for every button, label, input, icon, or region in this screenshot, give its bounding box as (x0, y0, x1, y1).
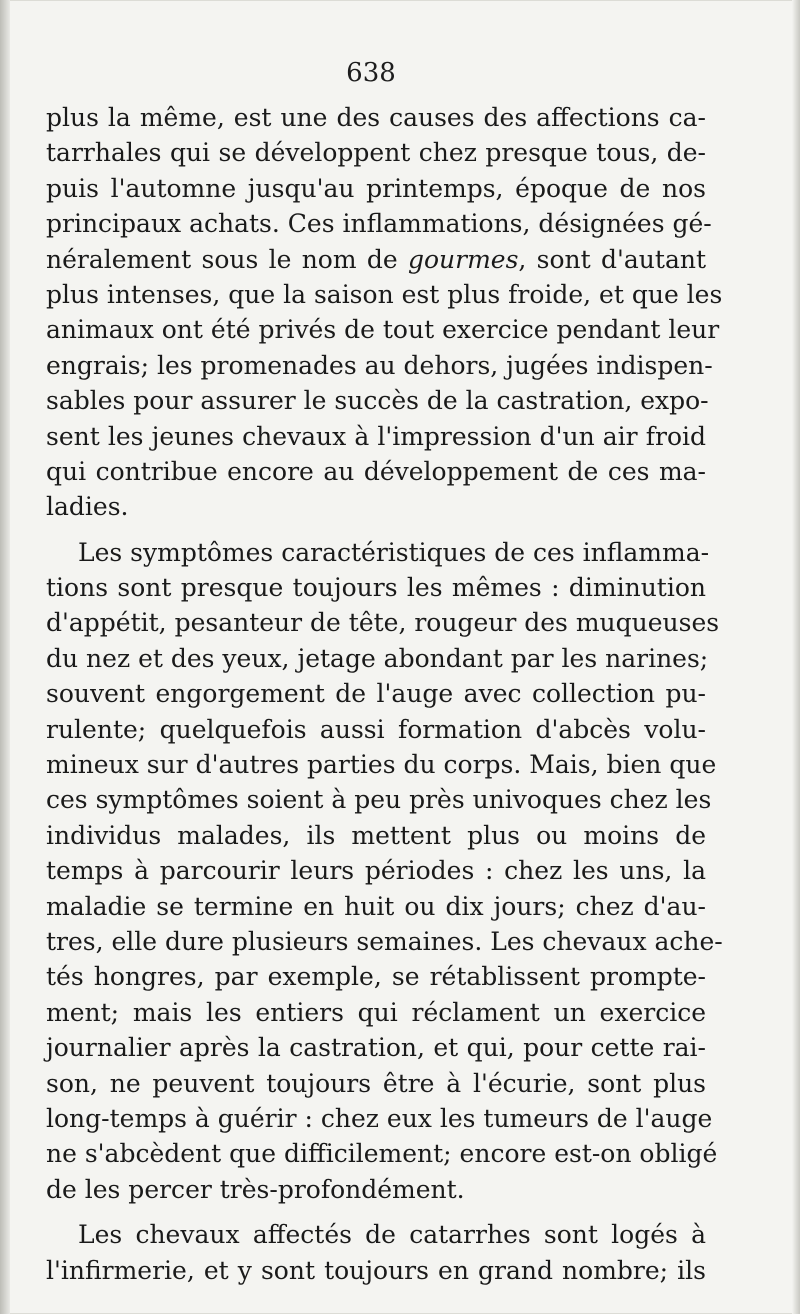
paragraph-spacer (46, 1207, 706, 1217)
text-line: sables pour assurer le succès de la castration, expo- (46, 386, 709, 416)
text-line: journalier après la castration, et qui, pour cette rai- (46, 1033, 706, 1063)
text-line: puis l'automne jusqu'au printemps, époque de nos (46, 173, 706, 203)
text-line: individus malades, ils mettent plus ou moins de (46, 820, 706, 850)
text-line: tions sont presque toujours les mêmes : diminution (46, 573, 706, 603)
text-line: ne s'abcèdent que difficilement; encore est-on obligé (46, 1139, 718, 1169)
text-line: l'infirmerie, et y sont toujours en grand nombre; ils (46, 1255, 706, 1285)
text-line: long-temps à guérir : chez eux les tumeurs de l'auge (46, 1103, 713, 1133)
text-line: de les percer très-profondément. (46, 1174, 465, 1204)
body-text (46, 100, 723, 1288)
text-line: animaux ont été privés de tout exercice pendant leur (46, 315, 720, 345)
text-line: maladie se termine en huit ou dix jours; chez d'au- (46, 891, 706, 921)
page-number: 638 (346, 58, 396, 88)
text-line: néralement sous le nom de gourmes, sont d'autant (46, 244, 706, 274)
text-line: qui contribue encore au développement de ces ma- (46, 456, 706, 486)
paragraph-2 (46, 535, 723, 1207)
text-line: du nez et des yeux, jetage abondant par les narines; (46, 643, 709, 673)
text-line: ces symptômes soient à peu près univoques chez les (46, 785, 712, 815)
text-line: sent les jeunes chevaux à l'impression d'un air froid (46, 421, 706, 451)
text-line: Les chevaux affectés de catarrhes sont logés à (78, 1220, 706, 1250)
text-line: souvent engorgement de l'auge avec collection pu- (46, 679, 706, 709)
text-line: son, ne peuvent toujours être à l'écurie, sont plus (46, 1068, 706, 1098)
paragraph-1 (46, 100, 723, 525)
text-line: plus intenses, que la saison est plus froide, et que les (46, 279, 723, 309)
text-line: tés hongres, par exemple, se rétablissent prompte- (46, 962, 706, 992)
text-line: tres, elle dure plusieurs semaines. Les chevaux ache- (46, 926, 723, 956)
text-line: principaux achats. Ces inflammations, désignées gé- (46, 209, 712, 239)
paragraph-spacer (46, 525, 706, 535)
text-line: tarrhales qui se développent chez presque tous, de- (46, 138, 706, 168)
text-line: ladies. (46, 492, 129, 522)
text-line: plus la même, est une des causes des affections ca- (46, 103, 706, 132)
text-line: engrais; les promenades au dehors, jugées indispen- (46, 350, 713, 380)
text-line: Les symptômes caractéristiques de ces inflamma- (78, 537, 710, 567)
text-line: ment; mais les entiers qui réclament un exercice (46, 997, 706, 1027)
italic-term: gourmes (407, 244, 519, 274)
text-line: temps à parcourir leurs périodes : chez les uns, la (46, 856, 706, 886)
text-line: mineux sur d'autres parties du corps. Mais, bien que (46, 750, 717, 780)
text-line: rulente; quelquefois aussi formation d'abcès volu- (46, 714, 706, 744)
paragraph-3 (46, 1217, 706, 1288)
text-line: d'appétit, pesanteur de tête, rougeur des muqueuses (46, 608, 720, 638)
